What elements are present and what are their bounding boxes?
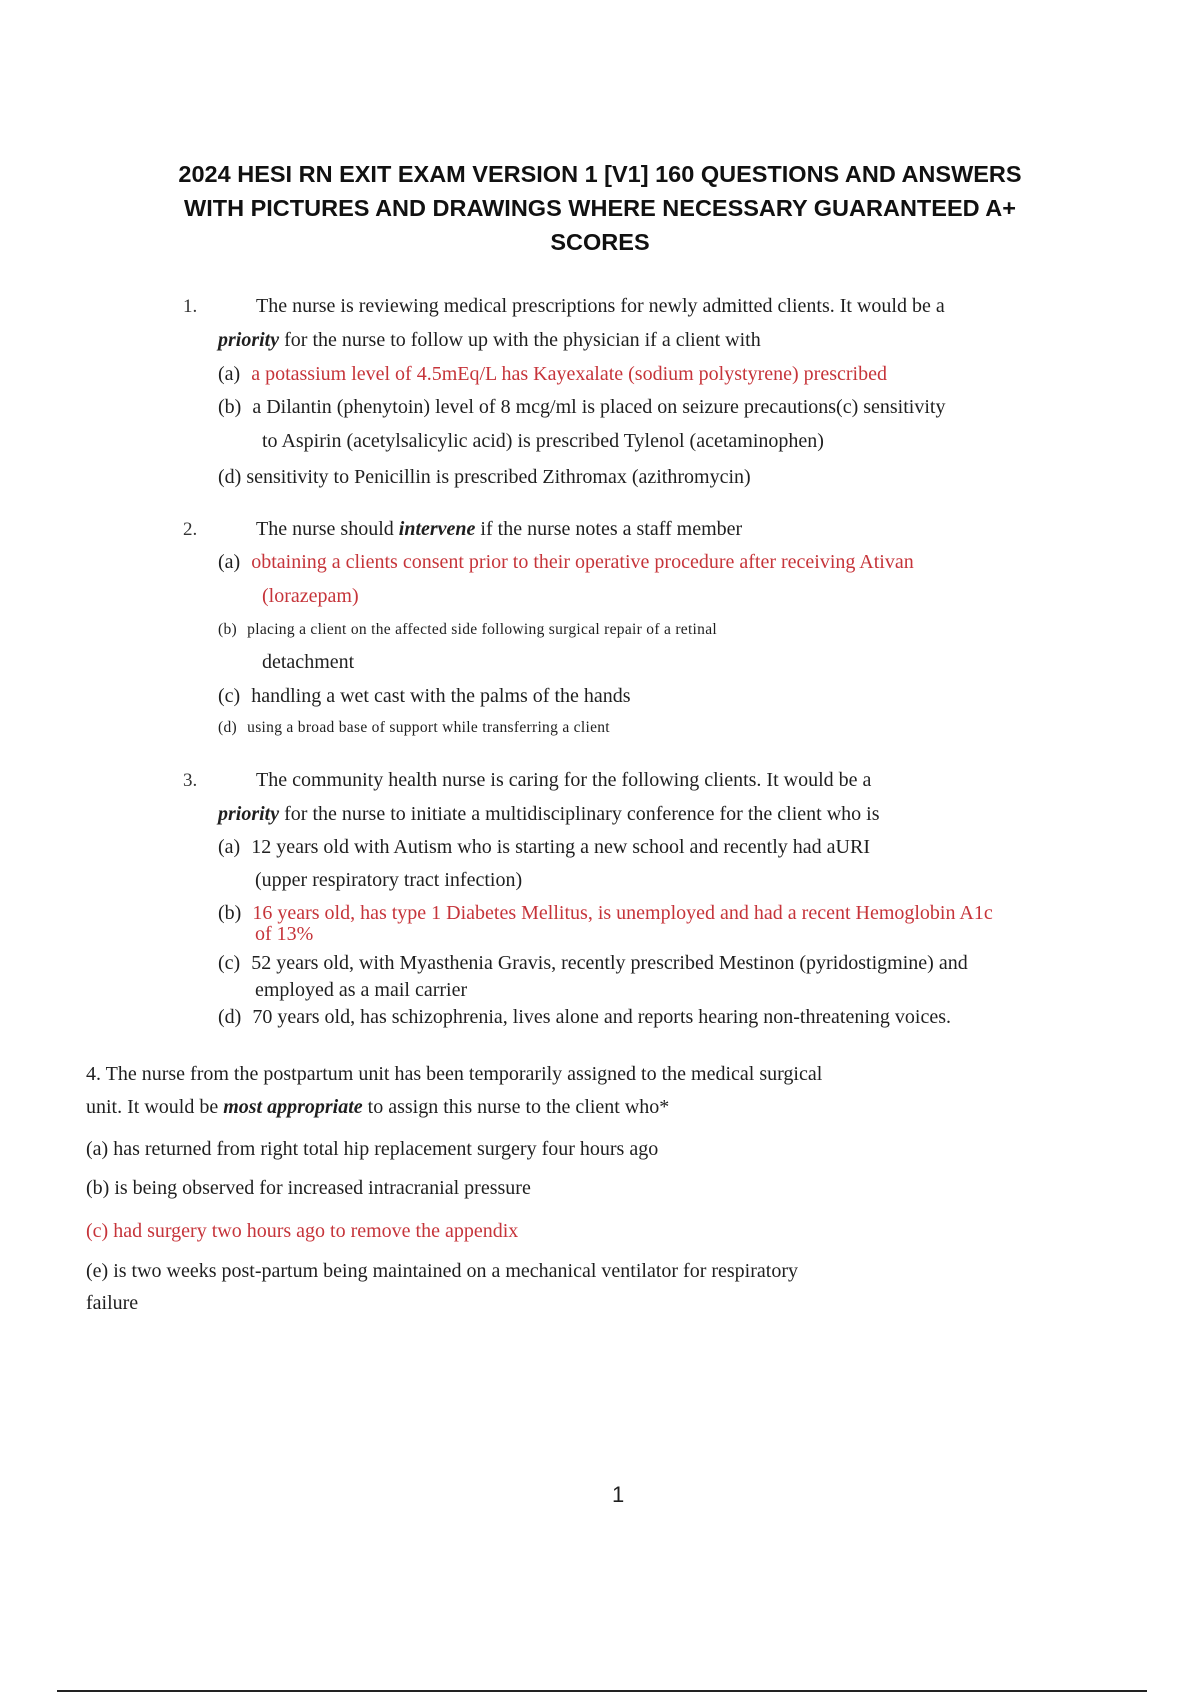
emphasis-text: priority (218, 803, 280, 825)
title-line: SCORES (550, 229, 650, 255)
option-c (218, 684, 631, 708)
option-c (218, 951, 968, 975)
option-b (218, 902, 993, 924)
question-stem-continued (218, 328, 761, 352)
option-label: (a) (218, 836, 241, 858)
correct-answer-text: obtaining a clients consent prior to their operative procedure after receiving Ativan (251, 551, 914, 573)
page-number: 1 (612, 1482, 625, 1507)
stem-text: if the nurse notes a staff member (475, 518, 743, 540)
option-text: 70 years old, has schizophrenia, lives alone and reports hearing non-threatening voices. (252, 1006, 951, 1028)
option-a-continued (262, 584, 359, 608)
question-stem: The community health nurse is caring for the following clients. It would be a (256, 769, 872, 791)
option-a: (a) has returned from right total hip replacement surgery four hours ago (86, 1138, 659, 1160)
option-text: placing a client on the affected side following surgical repair of a retinal (247, 621, 718, 638)
option-e-continued: failure (86, 1292, 139, 1314)
option-label: (c) (218, 952, 241, 974)
option-text: 52 years old, with Myasthenia Gravis, recently prescribed Mestinon (pyridostigmine) and (251, 952, 968, 974)
emphasis-text: priority (218, 329, 280, 351)
document-title (60, 157, 1140, 259)
option-b-continued: of 13% (255, 923, 314, 945)
option-b-continued: to Aspirin (acetylsalicylic acid) is prescribed Tylenol (acetaminophen) (262, 430, 824, 452)
option-b (218, 618, 717, 642)
option-text: 12 years old with Autism who is starting a new school and recently had aURI (251, 836, 870, 858)
question-number: 4. (86, 1063, 101, 1085)
emphasis-text: most appropriate (223, 1096, 363, 1118)
option-label: (b) (218, 621, 237, 638)
stem-text: The nurse should (256, 518, 399, 540)
question-stem (256, 517, 742, 541)
option-label: (d) (218, 1006, 242, 1028)
question-number: 1. (183, 296, 198, 317)
option-text: handling a wet cast with the palms of the hands (251, 685, 631, 707)
option-a (218, 362, 887, 386)
option-c-continued: employed as a mail carrier (255, 979, 468, 1001)
title-line: 2024 HESI RN EXIT EXAM VERSION 1 [V1] 160 QUESTIONS AND ANSWERS (178, 161, 1022, 187)
option-c-correct: (c) had surgery two hours ago to remove the appendix (86, 1220, 519, 1242)
stem-text: The nurse from the postpartum unit has been temporarily assigned to the medical surgical (105, 1063, 823, 1085)
stem-text: to assign this nurse to the client who* (362, 1096, 670, 1118)
option-e: (e) is two weeks post-partum being maintained on a mechanical ventilator for respiratory (86, 1260, 798, 1282)
option-b-continued: detachment (262, 651, 355, 673)
option-b: (b) is being observed for increased intracranial pressure (86, 1177, 531, 1199)
option-label: (b) (218, 902, 242, 924)
option-text: using a broad base of support while transferring a client (247, 719, 610, 736)
emphasis-text: intervene (398, 518, 476, 540)
correct-answer-text: 16 years old, has type 1 Diabetes Mellitus, is unemployed and had a recent Hemoglobin A1c (252, 902, 993, 924)
correct-answer-text: a potassium level of 4.5mEq/L has Kayexalate (sodium polystyrene) prescribed (251, 363, 887, 385)
question-stem (86, 1062, 822, 1086)
footer-rule (57, 1690, 1147, 1692)
question-number: 2. (183, 519, 198, 540)
question-number: 3. (183, 770, 198, 791)
stem-text: for the nurse to initiate a multidisciplinary conference for the client who is (279, 803, 880, 825)
option-a (218, 835, 870, 859)
option-d: (d) sensitivity to Penicillin is prescribed Zithromax (azithromycin) (218, 466, 751, 488)
option-d (218, 1005, 951, 1029)
question-stem-continued (218, 802, 880, 826)
option-a (218, 550, 914, 574)
option-label: (b) (218, 396, 242, 418)
question-stem: The nurse is reviewing medical prescriptions for newly admitted clients. It would be a (256, 295, 945, 317)
stem-text: for the nurse to follow up with the physician if a client with (279, 329, 761, 351)
stem-text: unit. It would be (86, 1096, 224, 1118)
title-line: WITH PICTURES AND DRAWINGS WHERE NECESSARY GUARANTEED A+ (184, 195, 1016, 221)
option-label: (d) (218, 719, 237, 736)
option-label: (a) (218, 363, 241, 385)
option-label: (a) (218, 551, 241, 573)
option-label: (c) (218, 685, 241, 707)
option-b (218, 395, 945, 419)
option-d (218, 716, 610, 740)
option-a-continued: (upper respiratory tract infection) (255, 869, 523, 891)
option-text: a Dilantin (phenytoin) level of 8 mcg/ml is placed on seizure precautions(c) sensitivity (252, 396, 946, 418)
correct-answer-text: (lorazepam) (262, 585, 359, 607)
question-stem-continued (86, 1095, 669, 1119)
